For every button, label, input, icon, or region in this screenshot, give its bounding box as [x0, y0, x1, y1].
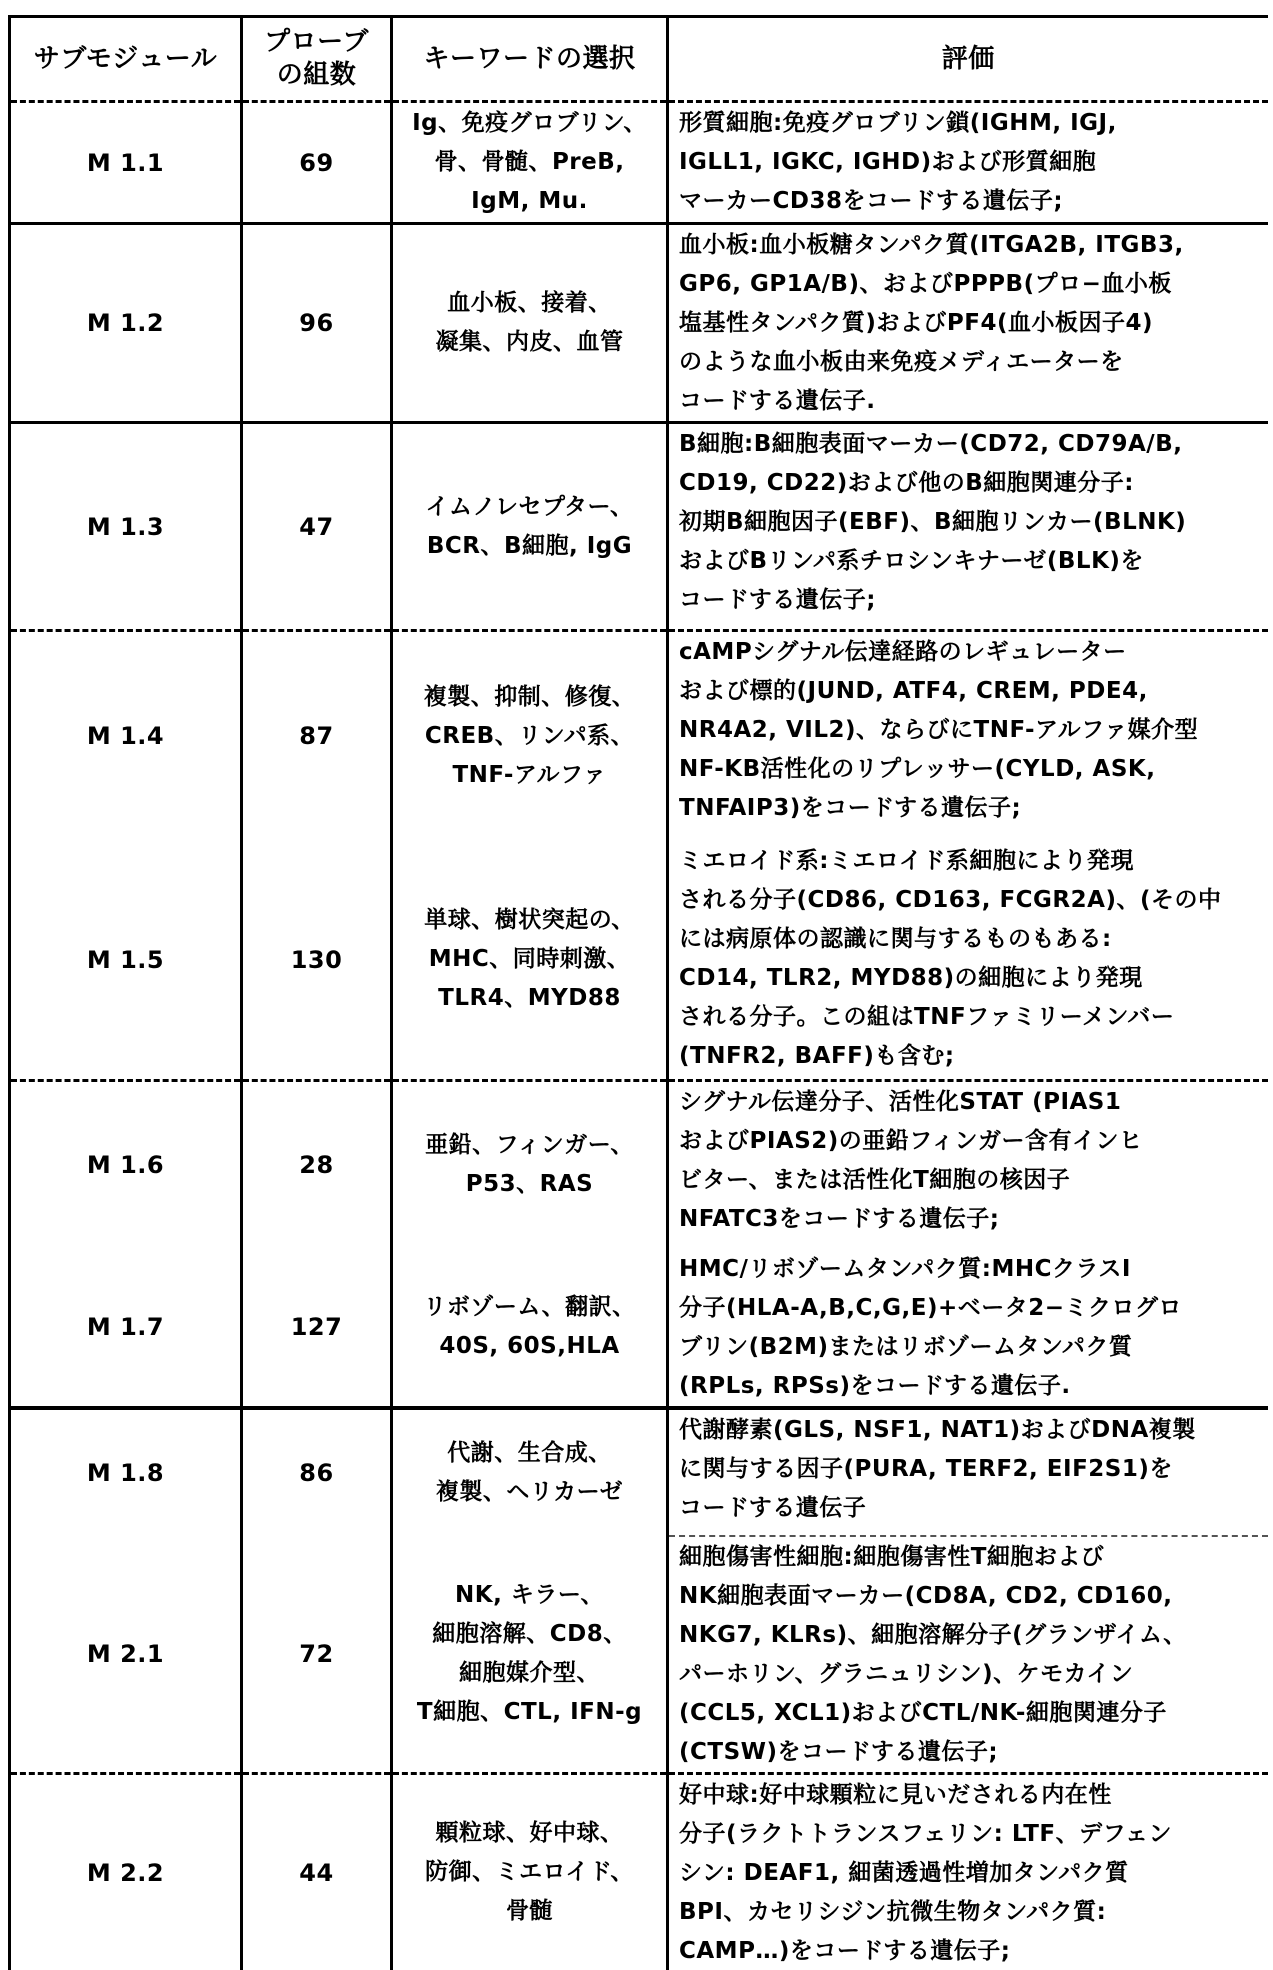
keywords-cell: 代謝、生合成、 複製、ヘリカーゼ: [392, 1408, 668, 1536]
probe-count-cell: 96: [242, 224, 392, 423]
table-row: [10, 1536, 1268, 1774]
probe-count-cell: 44: [242, 1773, 392, 1970]
keywords-cell: リボゾーム、翻訳、 40S, 60S,HLA: [392, 1249, 668, 1408]
probe-count-cell: 130: [242, 841, 392, 1081]
keywords-cell: 血小板、接着、 凝集、内皮、血管: [392, 224, 668, 423]
keywords-cell: 顆粒球、好中球、 防御、ミエロイド、 骨髄: [392, 1773, 668, 1970]
header-submodule: サブモジュール: [10, 17, 242, 102]
evaluation-cell: 好中球:好中球顆粒に見いだされる内在性 分子(ラクトトランスフェリン: LTF、デフェン シン: DEAF1, 細菌透過性増加タンパク質 BPI、カセリシジン抗微生物タンパク質: CAMP…)をコードする遺伝子;: [668, 1773, 1268, 1970]
submodule-cell: M 1.6: [86, 1151, 165, 1180]
evaluation-cell: 血小板:血小板糖タンパク質(ITGA2B, ITGB3, GP6, GP1A/B)、およびPPPB(プロ−血小板 塩基性タンパク質)およびPF4(血小板因子4) のような血小板由来免疫メディエーターを コードする遺伝子.: [668, 224, 1268, 423]
submodule-table: [8, 15, 1268, 1970]
keywords-cell: 複製、抑制、修復、 CREB、リンパ系、 TNF-アルファ: [392, 631, 668, 841]
evaluation-cell: 細胞傷害性細胞:細胞傷害性T細胞および NK細胞表面マーカー(CD8A, CD2, CD160, NKG7, KLRs)、細胞溶解分子(グランザイム、 パーホリン、グラニュリシン)、ケモカイン (CCL5, XCL1)およびCTL/NK-細胞関連分子 (CTSW)をコードする遺伝子;: [668, 1536, 1268, 1774]
probe-count-cell: 72: [242, 1536, 392, 1774]
evaluation-cell: シグナル伝達分子、活性化STAT (PIAS1 およびPIAS2)の亜鉛フィンガー含有インヒ ビター、または活性化T細胞の核因子 NFATC3をコードする遺伝子;: [668, 1081, 1268, 1249]
header-probe-sets: プローブ の組数: [242, 17, 392, 102]
header-keywords: キーワードの選択: [392, 17, 668, 102]
header-evaluation: 評価: [668, 17, 1268, 102]
evaluation-cell: 形質細胞:免疫グロブリン鎖(IGHM, IGJ, IGLL1, IGKC, IGHD)および形質細胞 マーカーCD38をコードする遺伝子;: [668, 102, 1268, 224]
submodule-cell: M 2.2: [86, 1858, 165, 1887]
table-row: [10, 1249, 1268, 1408]
submodule-cell: M 1.3: [10, 423, 242, 631]
submodule-cell: M 1.2: [10, 224, 242, 423]
evaluation-cell: cAMPシグナル伝達経路のレギュレーター および標的(JUND, ATF4, CREM, PDE4, NR4A2, VIL2)、ならびにTNF-アルファ媒介型 NF-KB活性化のリプレッサー(CYLD, ASK, TNFAIP3)をコードする遺伝子;: [668, 631, 1268, 841]
probe-count-cell: 127: [242, 1249, 392, 1408]
evaluation-cell: ミエロイド系:ミエロイド系細胞により発現 される分子(CD86, CD163, FCGR2A)、(その中 には病原体の認識に関与するものもある: CD14, TLR2, MYD88)の細胞により発現 される分子。この組はTNFファミリーメンバー (TNFR2, BAFF)も含む;: [668, 841, 1268, 1081]
table-row: [10, 224, 1268, 423]
probe-count-cell: 86: [242, 1408, 392, 1536]
keywords-cell: 単球、樹状突起の、 MHC、同時刺激、 TLR4、MYD88: [392, 841, 668, 1081]
submodule-cell: M 1.4: [86, 722, 165, 751]
table-row: [10, 841, 1268, 1081]
table-row: [10, 1408, 1268, 1536]
submodule-cell: M 2.1: [10, 1536, 242, 1774]
table-header-row: [10, 17, 1268, 102]
table-row: [10, 631, 1268, 841]
keywords-cell: Ig、免疫グロブリン、 骨、骨髄、PreB, IgM, Mu.: [392, 102, 668, 224]
submodule-cell: M 1.7: [10, 1249, 242, 1408]
evaluation-cell: 代謝酵素(GLS, NSF1, NAT1)およびDNA複製 に関与する因子(PURA, TERF2, EIF2S1)を コードする遺伝子: [668, 1408, 1268, 1536]
probe-count-cell: 69: [242, 102, 392, 224]
table-row: [10, 1773, 1268, 1970]
probe-count-cell: 28: [242, 1081, 392, 1249]
submodule-cell: M 1.8: [86, 1458, 165, 1487]
table-row: [10, 102, 1268, 224]
keywords-cell: NK, キラー、 細胞溶解、CD8、 細胞媒介型、 T細胞、CTL, IFN-g: [392, 1536, 668, 1774]
probe-count-cell: 87: [242, 631, 392, 841]
table-row: [10, 1081, 1268, 1249]
evaluation-cell: HMC/リボゾームタンパク質:MHCクラスI 分子(HLA-A,B,C,G,E)+ベータ2−ミクログロ ブリン(B2M)またはリボゾームタンパク質 (RPLs, RPSs)をコードする遺伝子.: [668, 1249, 1268, 1408]
keywords-cell: 亜鉛、フィンガー、 P53、RAS: [392, 1081, 668, 1249]
keywords-cell: イムノレセプター、 BCR、B細胞, IgG: [392, 423, 668, 631]
submodule-cell: M 1.1: [10, 102, 242, 224]
submodule-cell: M 1.5: [10, 841, 242, 1081]
table-row: [10, 423, 1268, 631]
evaluation-cell: B細胞:B細胞表面マーカー(CD72, CD79A/B, CD19, CD22)および他のB細胞関連分子: 初期B細胞因子(EBF)、B細胞リンカー(BLNK) およびBリンパ系チロシンキナーゼ(BLK)を コードする遺伝子;: [668, 423, 1268, 631]
probe-count-cell: 47: [242, 423, 392, 631]
